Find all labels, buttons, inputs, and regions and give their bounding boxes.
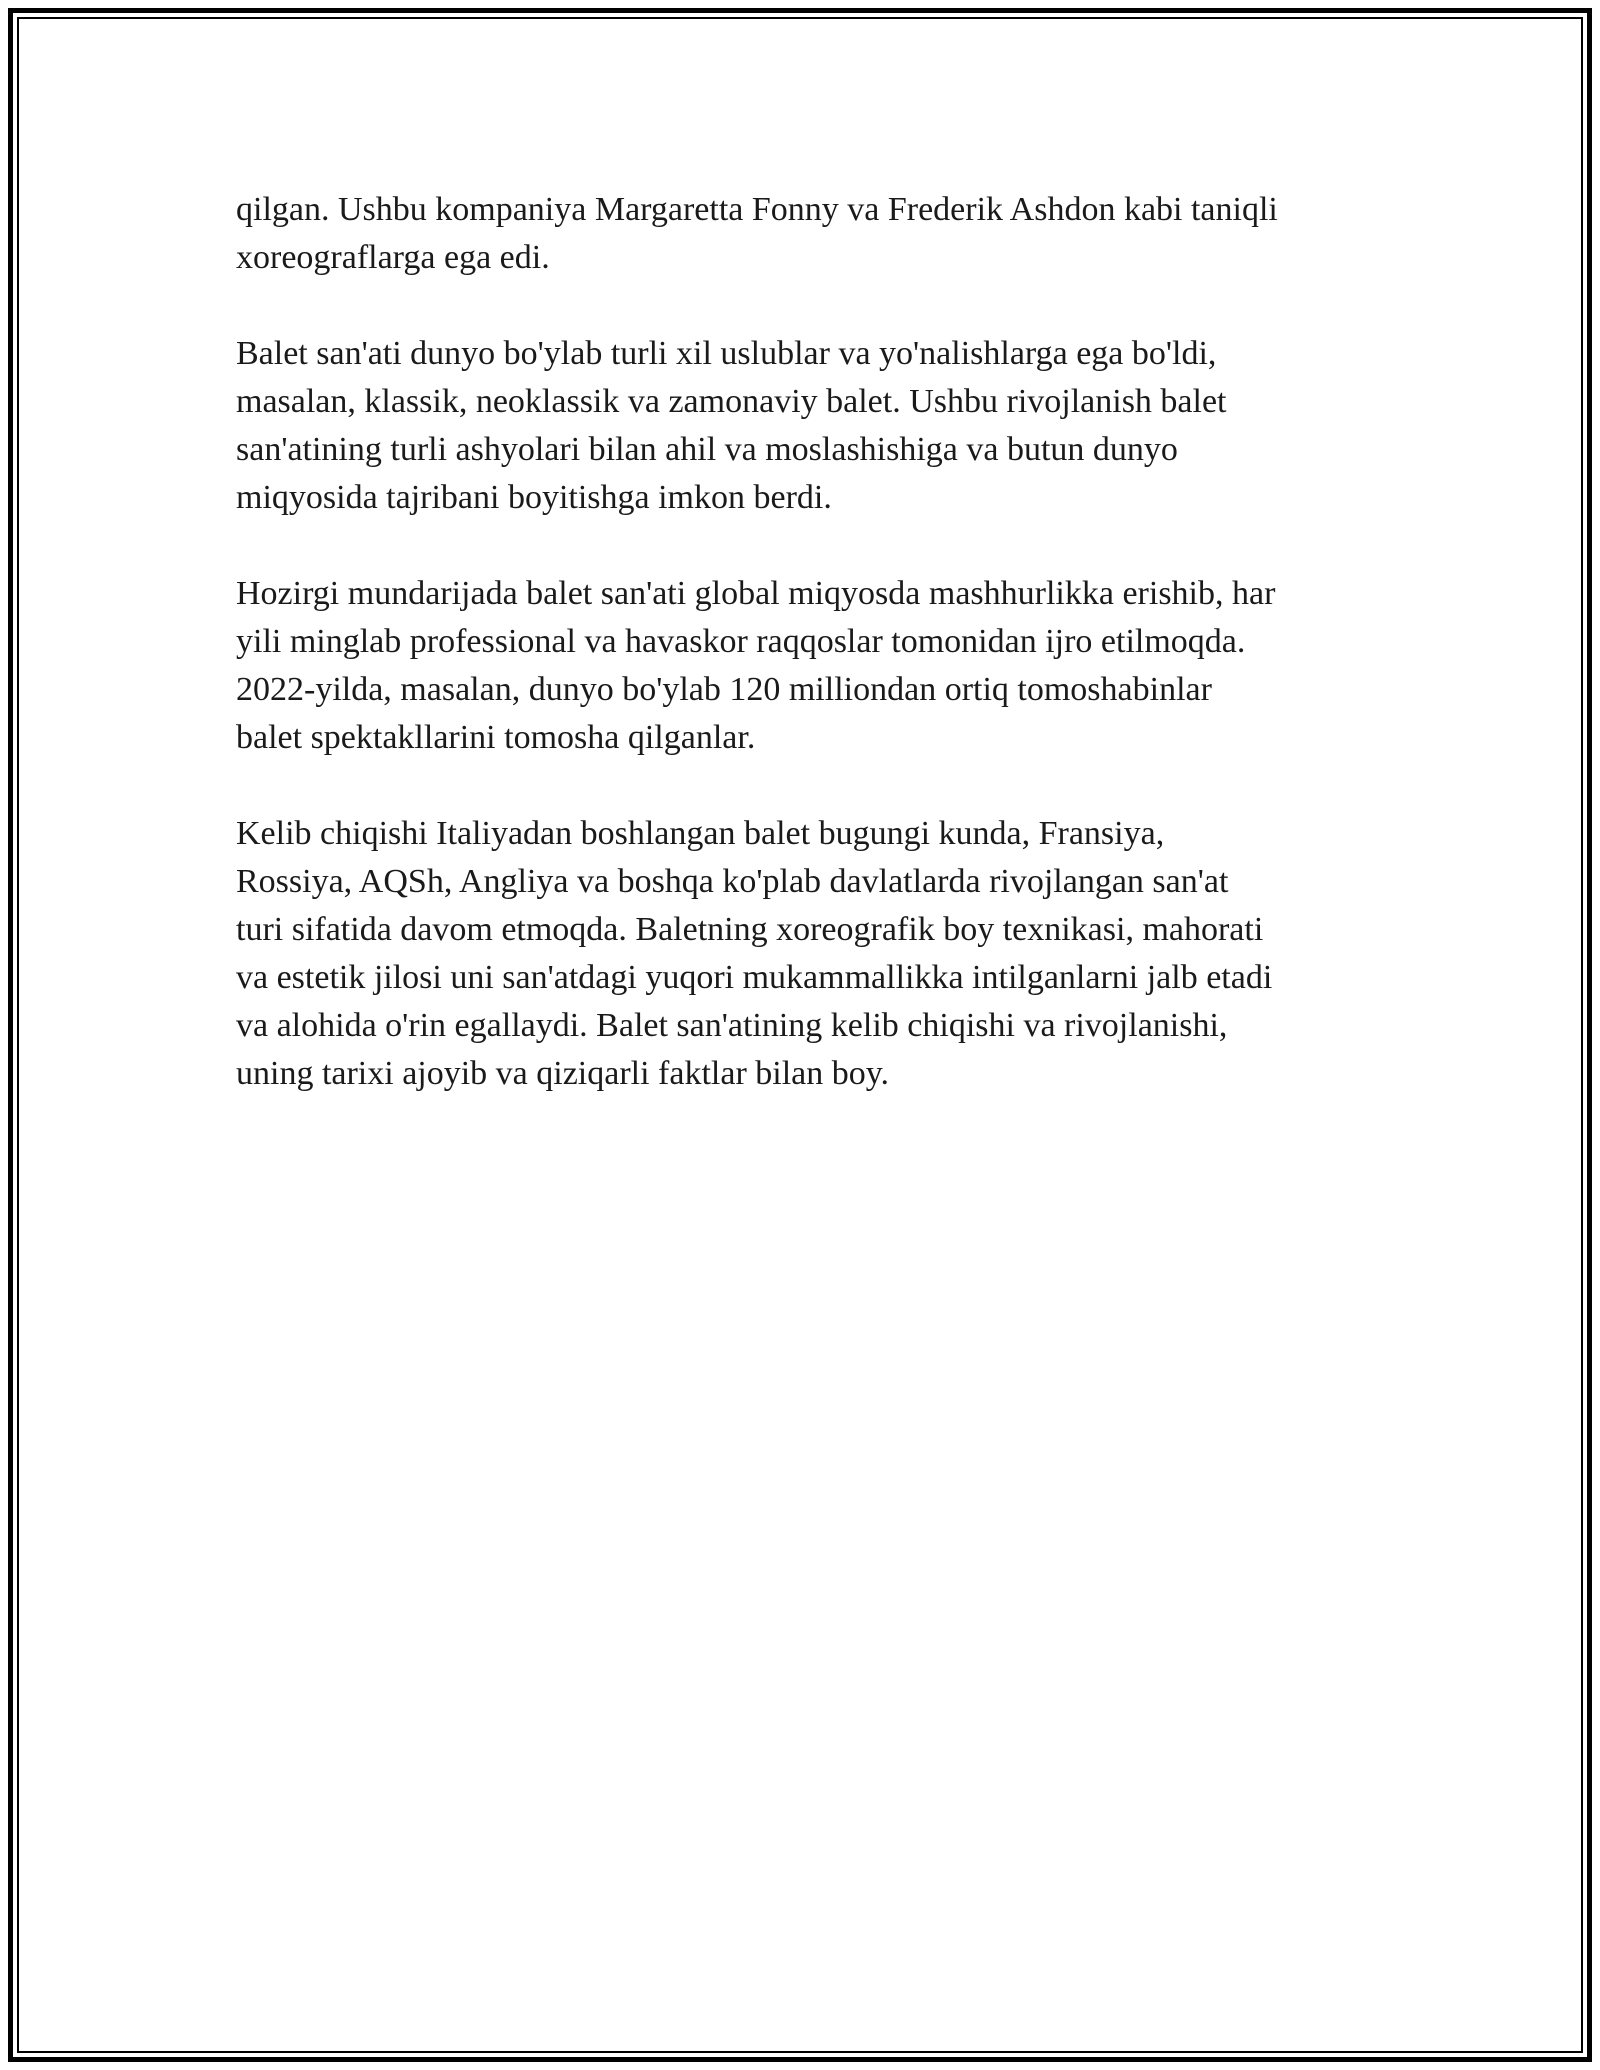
- paragraph-3: Hozirgi mundarijada balet san'ati global miqyosda mashhurlikka erishib, har yili minglab professional va havaskor raqqoslar tomonidan ijro etilmoqda. 2022-yilda, masalan, dunyo bo'ylab 120 milliondan ortiq tomoshabinlar balet spektakllarini tomosha qilganlar.: [236, 575, 1276, 756]
- document-body: [236, 186, 1376, 1146]
- paragraph-4: Kelib chiqishi Italiyadan boshlangan balet bugungi kunda, Fransiya, Rossiya, AQSh, Angliya va boshqa ko'plab davlatlarda rivojlangan san'at turi sifatida davom etmoqda. Baletning xoreografik boy texnikasi, mahorati va estetik jilosi uni san'atdagi yuqori mukammallikka intilganlarni jalb etadi va alohida o'rin egallaydi. Balet san'atining kelib chiqishi va rivojlanishi, uning tarixi ajoyib va qiziqarli faktlar bilan boy.: [236, 815, 1273, 1092]
- paragraph-2: Balet san'ati dunyo bo'ylab turli xil uslublar va yo'nalishlarga ega bo'ldi, masalan, klassik, neoklassik va zamonaviy balet. Ushbu rivojlanish balet san'atining turli ashyolari bilan ahil va moslashishiga va butun dunyo miqyosida tajribani boyitishga imkon berdi.: [236, 335, 1227, 516]
- paragraph-1: qilgan. Ushbu kompaniya Margaretta Fonny va Frederik Ashdon kabi taniqli xoreograflarga ega edi.: [236, 191, 1278, 276]
